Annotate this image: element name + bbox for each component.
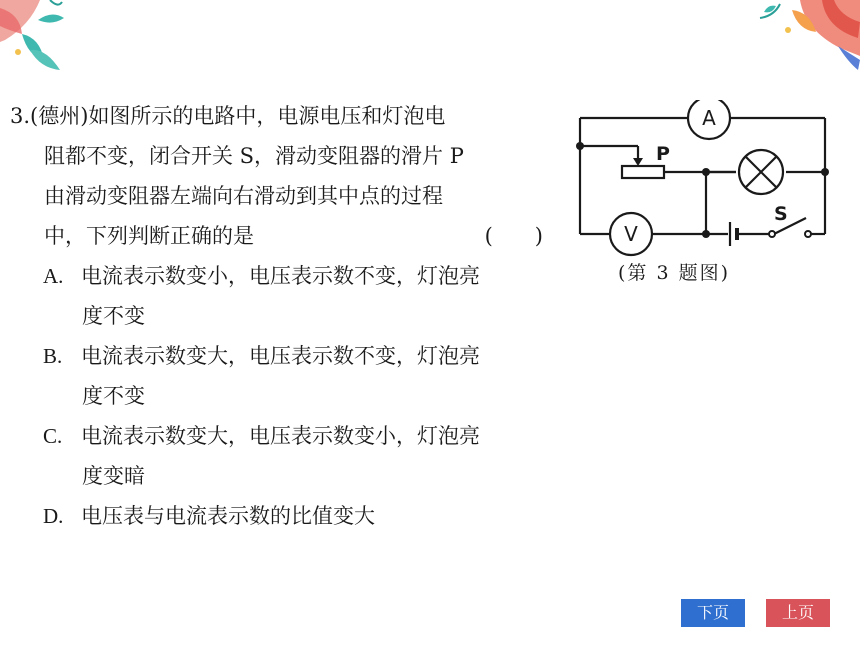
figure-caption: (第 3 题图) bbox=[618, 262, 730, 284]
top-left-floral-decoration bbox=[0, 0, 90, 90]
voltmeter-label: V bbox=[624, 222, 638, 246]
option-b-continued: 度不变 bbox=[82, 384, 145, 408]
option-c: C. 电流表示数变大，电压表示数变小，灯泡亮 bbox=[43, 424, 480, 448]
previous-page-button[interactable]: 上页 bbox=[766, 599, 830, 627]
question-line-2: 阻都不变，闭合开关 S，滑动变阻器的滑片 P bbox=[44, 144, 464, 168]
top-right-floral-decoration bbox=[730, 0, 860, 75]
slider-arrow bbox=[633, 158, 643, 166]
option-a-continued: 度不变 bbox=[82, 304, 145, 328]
question-line-1: 3.(德州)如图所示的电路中，电源电压和灯泡电 bbox=[10, 104, 446, 128]
question-block bbox=[10, 96, 555, 536]
next-page-button[interactable]: 下页 bbox=[681, 599, 745, 627]
option-a: A. 电流表示数变小，电压表示数不变，灯泡亮 bbox=[43, 264, 480, 288]
switch-label: S bbox=[774, 203, 788, 225]
option-b: B. 电流表示数变大，电压表示数不变，灯泡亮 bbox=[43, 344, 480, 368]
question-line-3: 由滑动变阻器左端向右滑动到其中点的过程 bbox=[44, 184, 443, 208]
question-line-4: 中，下列判断正确的是 ( ) bbox=[10, 216, 555, 256]
answer-bracket: ( ) bbox=[484, 224, 543, 248]
option-d: D. 电压表与电流表示数的比值变大 bbox=[43, 504, 375, 528]
ammeter-label: A bbox=[702, 106, 716, 130]
question-source: (德州) bbox=[30, 104, 89, 128]
question-number: 3. bbox=[10, 104, 31, 128]
slider-label: P bbox=[656, 143, 670, 165]
option-c-continued: 度变暗 bbox=[82, 464, 145, 488]
